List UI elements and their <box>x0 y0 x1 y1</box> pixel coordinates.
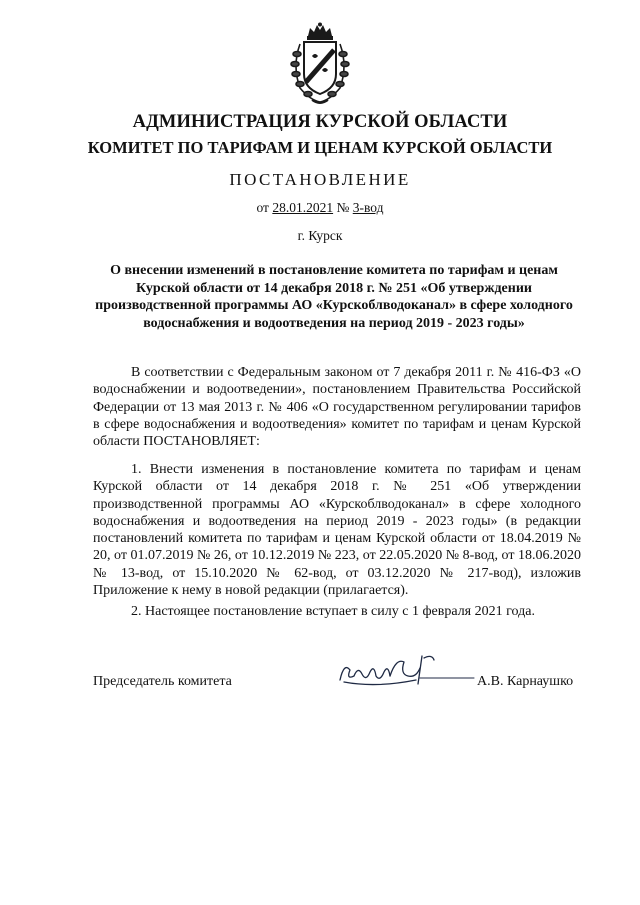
signatory-name: А.В. Карнаушко <box>477 674 574 689</box>
handwritten-signature <box>336 650 476 692</box>
committee-title: КОМИТЕТ ПО ТАРИФАМ И ЦЕНАМ КУРСКОЙ ОБЛАСТИ <box>87 138 553 157</box>
item-2-paragraph: 2. Настоящее постановление вступает в силу с 1 февраля 2021 года. <box>131 604 535 619</box>
document-date-number <box>0 200 640 216</box>
item-1-paragraph: 1. Внести изменения в постановление комитета по тарифам и ценам Курской области от 14 декабря 2018 г. № 251 «Об утверждении производственной программы АО «Курскоблводоканал» в сфере холодного водоснабжения и водоотведения на период 2019 - 2023 годы» (в редакции постановлений комитета по тарифам и ценам Курской области от 18.04.2019 № 20, от 01.07.2019 № 26, от 10.12.2019 № 223, от 22.05.2020 № 8-вод, от 18.06.2020 № 13-вод, от 15.10.2020 № 62-вод, от 03.12.2020 № 217-вод), изложив Приложение к нему в новой редакции (прилагается). <box>93 462 581 599</box>
number-prefix: № <box>336 200 350 215</box>
document-type: ПОСТАНОВЛЕНИЕ <box>229 170 411 189</box>
coat-of-arms-icon <box>286 22 354 106</box>
document-city: г. Курск <box>297 228 343 243</box>
document-number: 3-вод <box>352 200 384 215</box>
date-prefix: от <box>256 200 269 215</box>
preamble-paragraph: В соответствии с Федеральным законом от 7 декабря 2011 г. № 416-ФЗ «О водоснабжении и водоотведении», постановлением Правительства Российской Федерации от 13 мая 2013 г. № 406 «О государственном регулировании тарифов в сфере водоснабжения и водоотведения» комитет по тарифам и ценам Курской области ПОСТАНОВЛЯЕТ: <box>93 365 581 450</box>
document-subject: О внесении изменений в постановление комитета по тарифам и ценам Курской области от 14 декабря 2018 г. № 251 «Об утверждении производственной программы АО «Курскоблводоканал» в сфере холодного водоснабжения и водоотведения на период 2019 - 2023 годы» <box>95 263 573 331</box>
administration-title: АДМИНИСТРАЦИЯ КУРСКОЙ ОБЛАСТИ <box>132 112 508 132</box>
document-date: 28.01.2021 <box>272 200 334 215</box>
signatory-position: Председатель комитета <box>93 674 232 689</box>
